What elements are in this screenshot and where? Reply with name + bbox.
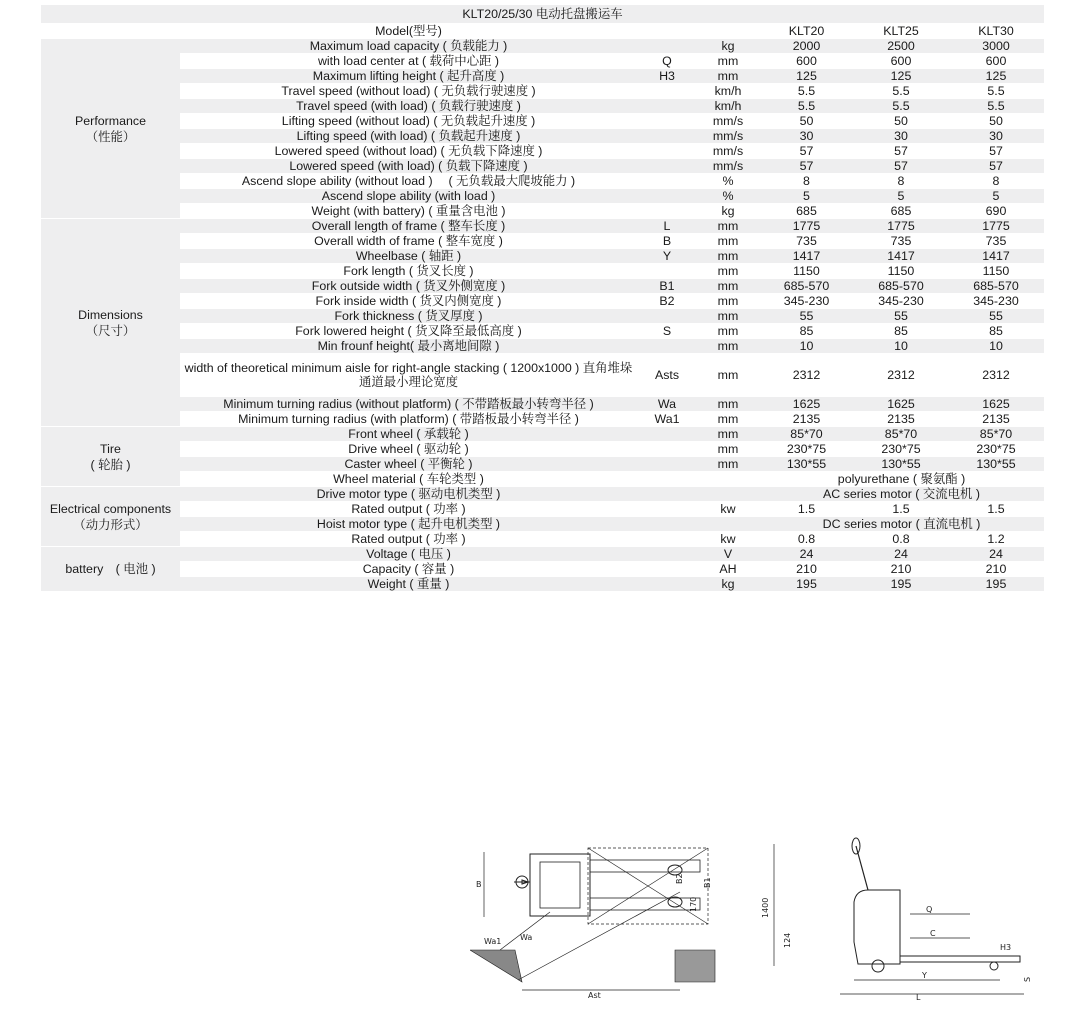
row-value: 24 [759,547,854,561]
group-cell [41,487,180,546]
table-row [41,412,1044,426]
dim-ast: Ast [588,991,601,1000]
row-value: 10 [759,339,854,353]
row-value: 57 [948,159,1044,173]
row-value: 125 [854,69,948,83]
row-symbol [637,457,697,471]
title-row [41,5,1044,23]
table-row [41,174,1044,188]
row-value: 210 [985,562,1007,576]
row-symbol: B [662,234,672,248]
row-symbol [637,339,697,353]
row-unit: kg [697,39,759,53]
row-value: 130*55 [759,457,854,471]
row-unit: mm [717,442,739,456]
row-label: Lifting speed (without load) ( 无负载起升速度 ) [281,114,536,128]
table-row [41,129,1044,143]
group-name-cn: （尺寸） [85,323,136,338]
row-symbol [637,547,697,561]
table-title: KLT20/25/30 电动托盘搬运车 [41,5,1044,23]
row-unit: mm/s [697,159,759,173]
row-symbol: Y [637,249,697,263]
row-label: Wheel material ( 车轮类型 ) [333,472,484,486]
row-value: 8 [897,174,905,188]
row-value: 2135 [792,412,821,426]
row-unit: mm [697,309,759,323]
row-value: 600 [796,54,817,68]
row-label: Weight (with battery) ( 重量含电池 ) [311,204,506,218]
row-label: Travel speed (with load) ( 负载行驶速度 ) [180,99,637,113]
spec-table [41,4,1044,592]
row-unit: kw [720,532,736,546]
row-symbol [637,204,697,218]
row-label: Maximum load capacity ( 负载能力 ) [180,39,637,53]
row-unit: mm [697,427,759,441]
row-symbol: B2 [659,294,675,308]
row-label: Lifting speed (with load) ( 负载起升速度 ) [180,129,637,143]
row-value: 1417 [948,249,1044,263]
row-unit [697,517,759,531]
row-label: Minimum turning radius (with platform) ( 带踏板最小转弯半径 ) [238,412,579,426]
table-row [41,427,1044,441]
row-label: Ascend slope ability (without load ) ( 无负载最大爬坡能力 ) [241,174,576,188]
row-value: 85*70 [948,427,1044,441]
row-value: 2135 [982,412,1010,426]
dim-b1: B1 [703,877,712,888]
row-label: Ascend slope ability (with load ) [180,189,637,203]
row-unit: mm [697,69,759,83]
row-value: 1150 [982,264,1010,278]
row-unit: mm [697,397,759,411]
row-value: 55 [759,309,854,323]
row-value: 85 [799,324,814,338]
dim-1400: 1400 [761,897,770,918]
table-row [41,397,1044,411]
row-value: 210 [796,562,817,576]
row-value: 2312 [982,368,1010,382]
row-value: 0.8 [797,532,816,546]
header-model: KLT20 [788,24,825,38]
row-value: 50 [799,114,814,128]
row-symbol [637,562,697,576]
group-name: Electrical components [49,501,172,516]
row-value: 5.5 [987,84,1005,98]
row-label: Min frounf height( 最小离地间隙 ) [180,339,637,353]
row-label: with load center at ( 载荷中心距 ) [317,54,500,68]
row-label: Overall width of frame ( 整车宽度 ) [314,234,503,248]
row-value: 5.5 [797,84,816,98]
row-symbol [637,472,697,486]
row-value: 1625 [948,397,1044,411]
row-unit [697,487,759,501]
table-row [41,562,1044,576]
table-row [41,144,1044,158]
row-symbol: Wa1 [654,412,680,426]
row-unit: mm [717,264,739,278]
row-value: 5 [759,189,854,203]
row-value: 24 [854,547,948,561]
table-row [41,114,1044,128]
row-value: 85*70 [759,427,854,441]
dim-wa1: Wa1 [484,937,502,946]
row-label: Fork length ( 货叉长度 ) [343,264,474,278]
row-value: 30 [948,129,1044,143]
row-value: 50 [989,114,1003,128]
row-value: 1625 [759,397,854,411]
dim-y: Y [922,971,927,980]
row-value: 345-230 [973,294,1019,308]
row-unit: V [697,547,759,561]
row-value: 10 [948,339,1044,353]
row-value: 0.8 [892,532,910,546]
row-label: Drive motor type ( 驱动电机类型 ) [180,487,637,501]
group-name: Performance [75,113,146,128]
row-symbol: B1 [637,279,697,293]
group-name-cn: （动力形式） [73,517,148,532]
row-value: 5.5 [892,84,910,98]
row-label: Maximum lifting height ( 起升高度 ) [180,69,637,83]
row-unit: mm [717,324,739,338]
row-symbol [637,129,697,143]
row-value: 690 [985,204,1007,218]
row-unit: km/h [697,99,759,113]
row-label: Voltage ( 电压 ) [180,547,637,561]
row-symbol [637,159,697,173]
row-value: 230*75 [976,442,1016,456]
row-unit: mm [697,279,759,293]
row-label: Overall length of frame ( 整车长度 ) [180,219,637,233]
row-value: 55 [948,309,1044,323]
row-value: 735 [985,234,1007,248]
row-value: 1417 [854,249,948,263]
header-model-label: Model(型号) [375,24,442,38]
row-symbol [637,577,697,591]
table-row [41,294,1044,308]
row-value: 600 [890,54,912,68]
table-row [41,84,1044,98]
table-row [41,532,1044,546]
row-value: 195 [854,577,948,591]
row-symbol [637,144,697,158]
row-value: 24 [948,547,1044,561]
top-view-drawing [470,832,720,1002]
row-value: 5.5 [948,99,1044,113]
row-unit: mm [697,219,759,233]
row-unit: km/h [714,84,742,98]
row-value: 345-230 [783,294,830,308]
row-unit: mm/s [712,114,744,128]
table-row [41,339,1044,353]
row-label: Travel speed (without load) ( 无负载行驶速度 ) [281,84,536,98]
row-unit: mm [717,234,739,248]
row-value: 1.5 [797,502,816,516]
row-value: 85*70 [854,427,948,441]
row-label: Lowered speed (with load) ( 负载下降速度 ) [180,159,637,173]
row-label: Fork inside width ( 货叉内侧宽度 ) [315,294,502,308]
row-value: 130*55 [854,457,948,471]
row-value: 195 [948,577,1044,591]
row-value: 85 [894,324,908,338]
row-label: Hoist motor type ( 起升电机类型 ) [180,517,637,531]
table-row [41,324,1044,338]
group-cell [41,547,180,591]
dim-b2: B2 [675,873,684,884]
row-value: 230*75 [786,442,827,456]
row-label: Minimum turning radius (without platform) ( 不带踏板最小转弯半径 ) [180,397,637,411]
row-symbol: Wa [637,397,697,411]
group-name: Tire [100,441,121,456]
row-value: 600 [985,54,1007,68]
row-value: 130*55 [948,457,1044,471]
row-unit: AH [719,562,737,576]
row-value: 1417 [759,249,854,263]
group-cell [41,39,180,218]
dim-b: B [476,880,482,889]
row-label: Fork thickness ( 货叉厚度 ) [180,309,637,323]
row-label: Caster wheel ( 平衡轮 ) [180,457,637,471]
row-unit: mm/s [697,129,759,143]
row-unit: kg [721,204,735,218]
row-symbol: S [662,324,672,338]
row-symbol: Asts [654,368,680,382]
row-symbol [637,39,697,53]
row-value: 210 [890,562,912,576]
table-row [41,442,1044,456]
row-value: 1775 [948,219,1044,233]
dim-l: L [916,993,921,1002]
row-value: 1.2 [987,532,1005,546]
row-value: 5.5 [854,99,948,113]
table-row [41,234,1044,248]
table-row [41,457,1044,471]
table-row [41,159,1044,173]
row-value: 1150 [887,264,915,278]
row-value: 1775 [854,219,948,233]
table-row [41,99,1044,113]
table-row [41,204,1044,218]
row-symbol: Q [662,54,672,68]
row-unit: mm [717,294,739,308]
dim-s: S [1023,976,1032,982]
row-value: 2312 [792,368,821,382]
row-value: 125 [759,69,854,83]
row-value: 685 [796,204,817,218]
row-value: 195 [759,577,854,591]
row-symbol [637,84,697,98]
row-value-span: polyurethane ( 聚氨酯 ) [837,472,966,486]
table-row [41,309,1044,323]
row-value: 57 [989,144,1003,158]
row-unit: % [697,189,759,203]
table-row [41,279,1044,293]
dim-wa: Wa [520,933,533,942]
table-row [41,487,1044,501]
row-value: 1.5 [892,502,910,516]
row-value: 10 [854,339,948,353]
row-value: 85 [989,324,1003,338]
row-symbol: L [637,219,697,233]
row-value: 345-230 [878,294,924,308]
row-label: Rated output ( 功率 ) [351,532,466,546]
row-value: 57 [854,159,948,173]
side-view-drawing [760,832,1040,1002]
row-label: Rated output ( 功率 ) [351,502,466,516]
row-value: 1775 [759,219,854,233]
row-label: Front wheel ( 承载轮 ) [180,427,637,441]
row-value: 685 [890,204,912,218]
row-symbol [637,442,697,456]
header-model: KLT25 [883,24,919,38]
row-unit [697,472,759,486]
header-blank [41,24,180,38]
row-unit: mm [717,54,739,68]
row-unit: mm [717,412,739,426]
row-value: 1150 [793,264,820,278]
row-value: 1625 [854,397,948,411]
row-unit: mm [697,457,759,471]
row-label: Wheelbase ( 轴距 ) [180,249,637,263]
table-row [41,502,1044,516]
row-value: 57 [759,159,854,173]
row-unit: kw [720,502,736,516]
group-name-cn: ( 轮胎 ) [90,457,131,472]
row-value-span: AC series motor ( 交流电机 ) [759,487,1044,501]
row-label: Lowered speed (without load) ( 无负载下降速度 ) [274,144,543,158]
table-row [41,39,1044,53]
row-value: 735 [890,234,912,248]
header-model: KLT30 [978,24,1014,38]
row-symbol [637,517,697,531]
table-row [41,547,1044,561]
row-unit: mm [697,249,759,263]
table-row [41,249,1044,263]
header-row [41,24,1044,38]
row-value: 2135 [887,412,915,426]
row-value: 3000 [948,39,1044,53]
row-unit: mm/s [712,144,744,158]
row-label: Drive wheel ( 驱动轮 ) [348,442,469,456]
row-value: 50 [894,114,908,128]
table-row [41,517,1044,531]
row-symbol [637,264,697,278]
table-row [41,189,1044,203]
group-cell [41,219,180,426]
row-value: 230*75 [881,442,921,456]
row-symbol [637,487,697,501]
table-row [41,69,1044,83]
row-value: 685-570 [948,279,1044,293]
row-value: 55 [854,309,948,323]
table-row [41,219,1044,233]
dim-124: 124 [783,932,792,948]
row-unit: kg [697,577,759,591]
row-label: width of theoretical minimum aisle for right-angle stacking ( 1200x1000 ) 直角堆垛通道最小理论宽度 [184,361,633,389]
row-symbol [637,189,697,203]
dim-170: 170 [689,896,698,912]
row-value: 8 [803,174,810,188]
row-label: Capacity ( 容量 ) [362,562,455,576]
row-symbol: H3 [637,69,697,83]
row-symbol [637,114,697,128]
row-symbol [637,502,697,516]
group-name-cn: （性能） [85,129,136,144]
side-view-svg [760,832,1040,1002]
row-symbol [637,427,697,441]
dim-c: C [930,929,936,938]
dim-q: Q [926,905,933,914]
row-value: 2000 [759,39,854,53]
group-name: Dimensions [78,307,143,322]
group-cell [41,427,180,486]
group-name: battery ( 电池 ) [65,562,156,576]
header-blank [637,24,697,38]
row-unit: mm [717,368,739,382]
row-value: 735 [796,234,817,248]
row-value: 5.5 [759,99,854,113]
row-value: 57 [799,144,814,158]
row-value: 5 [854,189,948,203]
row-label: Fork outside width ( 货叉外侧宽度 ) [180,279,637,293]
row-label: Weight ( 重量 ) [180,577,637,591]
row-symbol [637,174,697,188]
row-symbol [637,99,697,113]
row-value: 2312 [887,368,915,382]
table-row [41,354,1044,396]
dim-h3: H3 [1000,943,1012,952]
table-row [41,54,1044,68]
row-value: 5 [948,189,1044,203]
row-value: 8 [992,174,1000,188]
row-unit: % [722,174,734,188]
row-value: 30 [759,129,854,143]
row-value: 30 [854,129,948,143]
row-value: 2500 [854,39,948,53]
row-value: 685-570 [854,279,948,293]
table-row [41,577,1044,591]
top-view-svg [470,832,720,1002]
row-symbol [637,532,697,546]
table-row [41,264,1044,278]
row-value-span: DC series motor ( 直流电机 ) [759,517,1044,531]
row-symbol [637,309,697,323]
row-label: Fork lowered height ( 货叉降至最低高度 ) [295,324,522,338]
row-value: 685-570 [759,279,854,293]
header-blank [697,24,759,38]
table-row [41,472,1044,486]
row-value: 57 [894,144,908,158]
row-value: 125 [948,69,1044,83]
row-value: 1.5 [987,502,1005,516]
row-unit: mm [697,339,759,353]
